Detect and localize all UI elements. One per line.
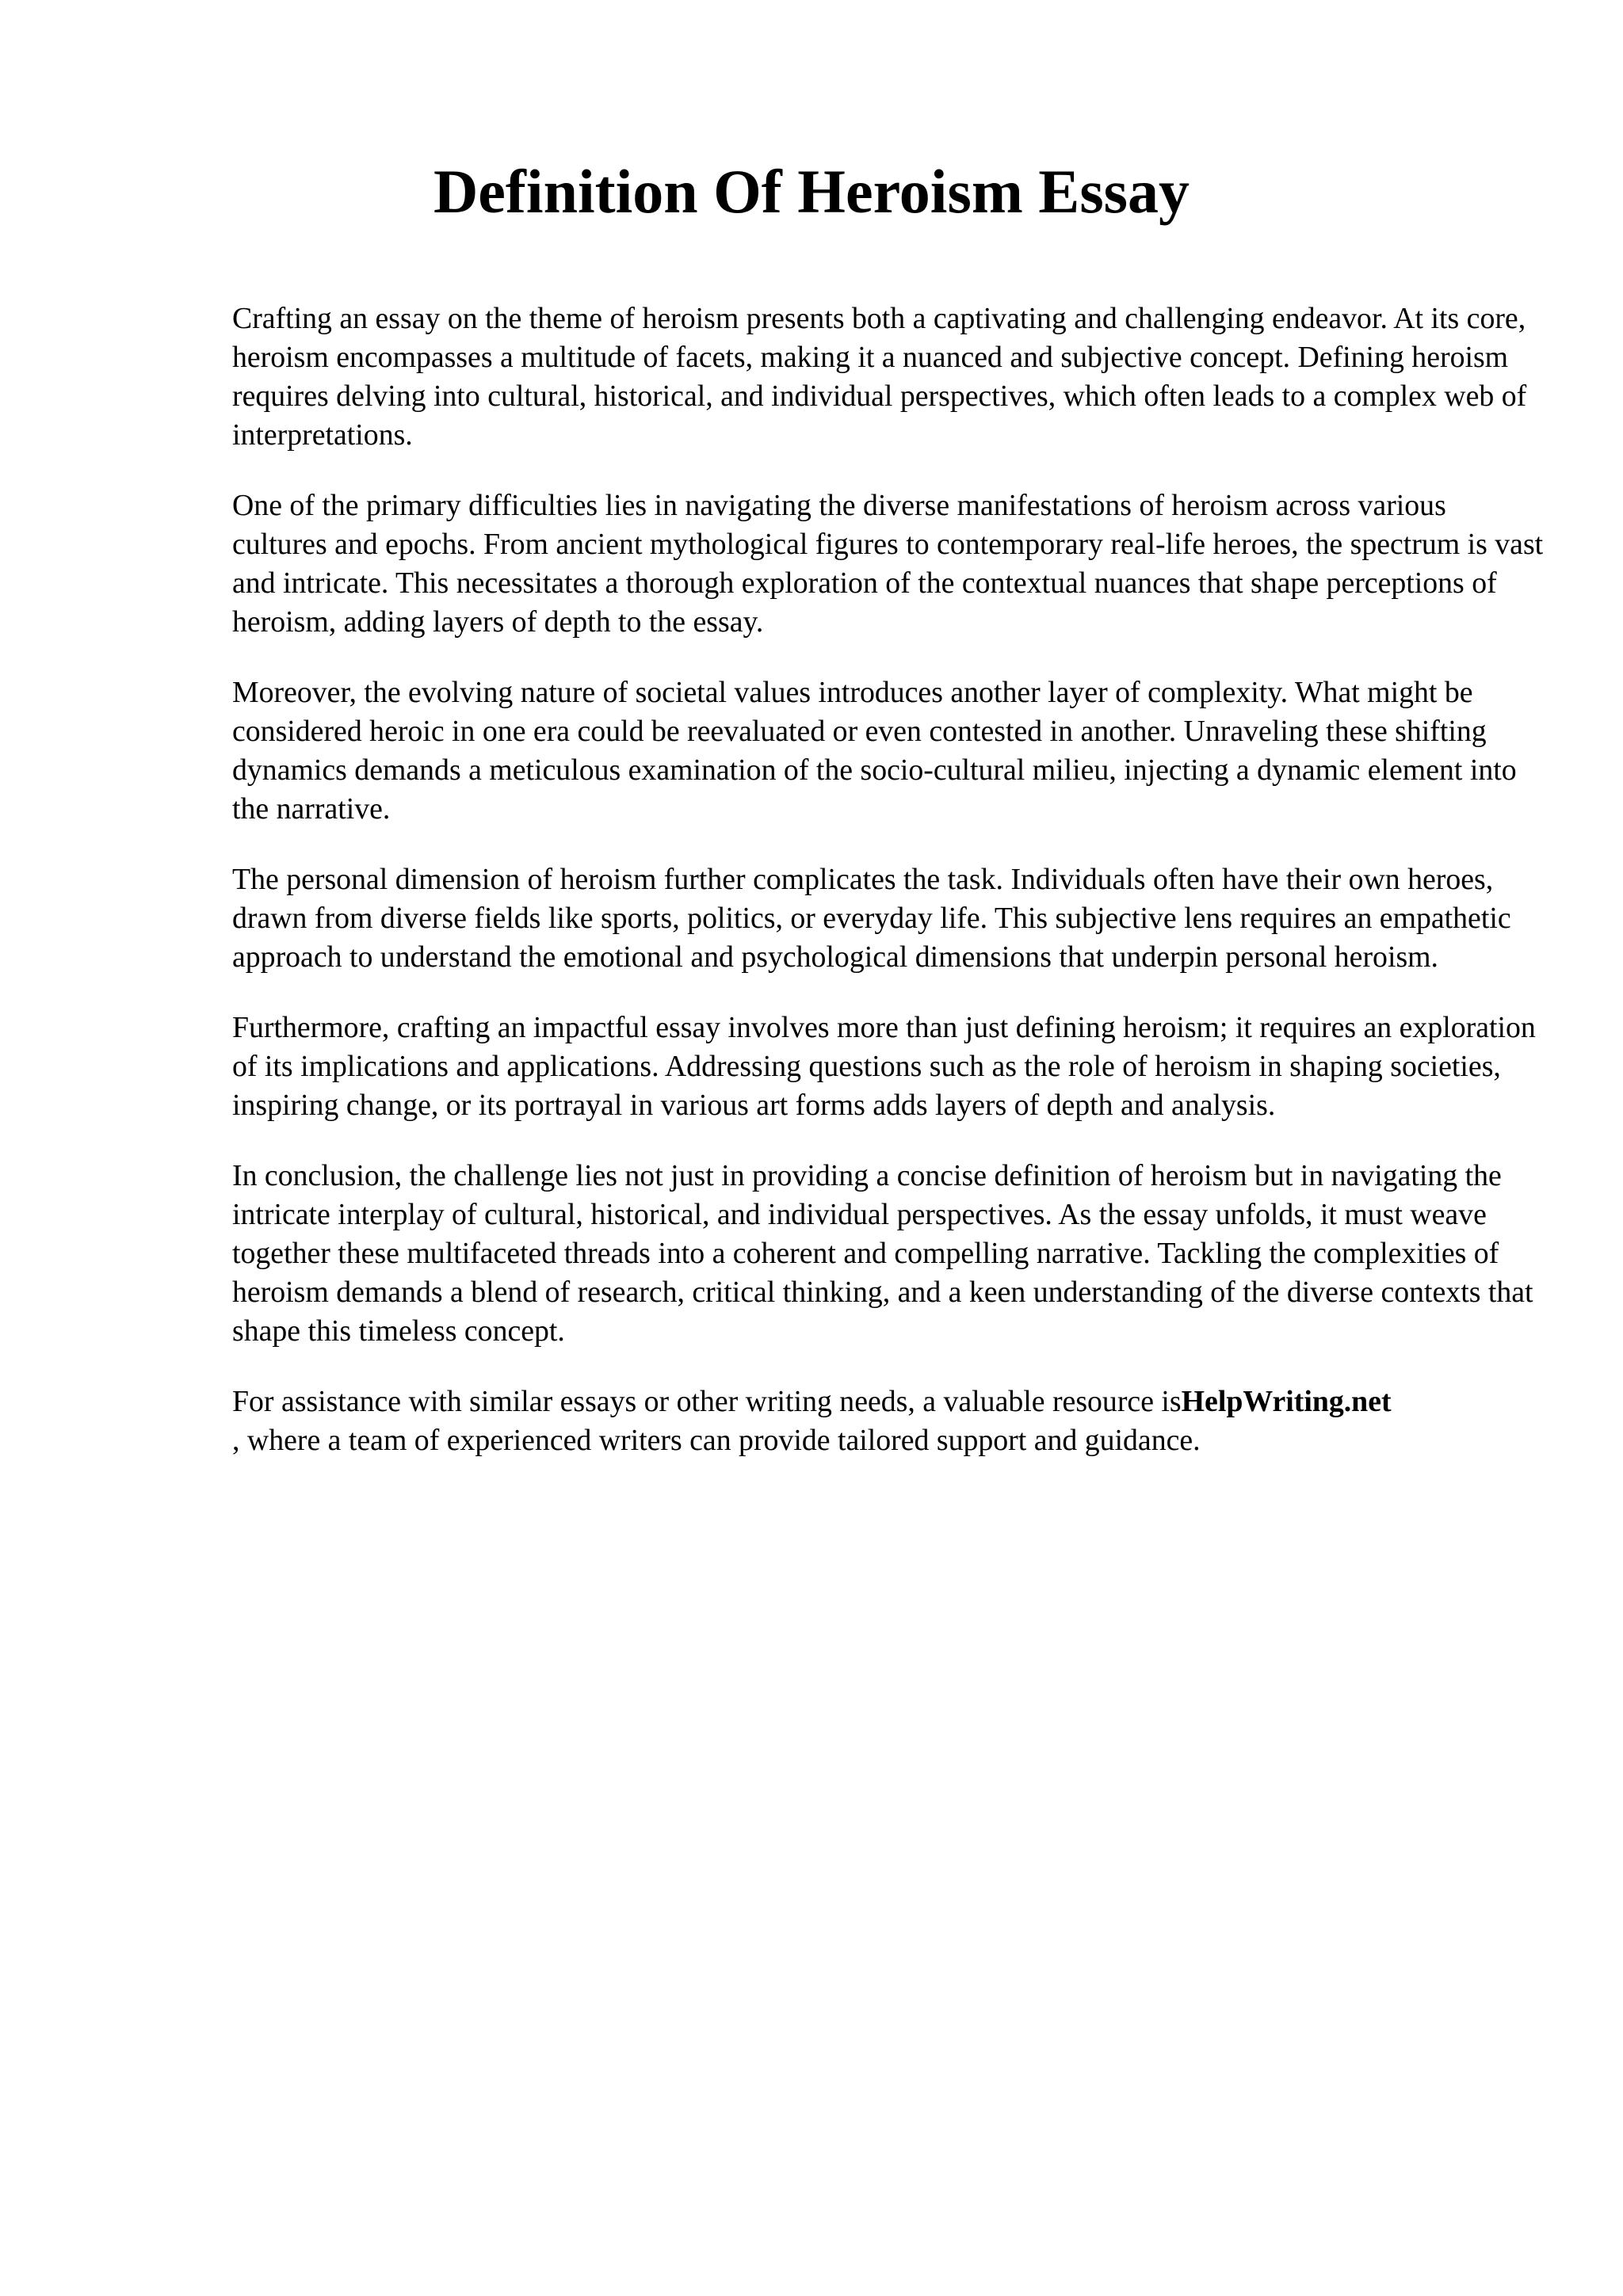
paragraph-3: Moreover, the evolving nature of societal values introduces another layer of complexity. What might be considered heroic in one era could be reevaluated or even contested in another. Unraveling these shifting dynamics demands a meticulous examination of the socio-cultural milieu, injecting a dynamic element into the narrative.: [232, 676, 1517, 826]
paragraph-6: In conclusion, the challenge lies not just in providing a concise definition of heroism but in navigating the intricate interplay of cultural, historical, and individual perspectives. As the essay unfolds, it must weave together these multifaceted threads into a coherent and compelling narrative. Tackling the complexities of heroism demands a blend of research, critical thinking, and a keen understanding of the diverse contexts that shape this timeless concept.: [232, 1159, 1533, 1348]
paragraph-2: One of the primary difficulties lies in navigating the diverse manifestations of heroism across various cultures and epochs. From ancient mythological figures to contemporary real-life heroes, the spectrum is vast and intricate. This necessitates a thorough exploration of the contextual nuances that shape perceptions of heroism, adding layers of depth to the essay.: [232, 489, 1544, 639]
closing-text-before: For assistance with similar essays or other writing needs, a valuable resource is: [232, 1385, 1182, 1418]
paragraph-5: Furthermore, crafting an impactful essay involves more than just defining heroism; it requires an exploration of its implications and applications. Addressing questions such as the role of heroism in shaping societies, inspiring change, or its portrayal in various art forms adds layers of depth and analysis.: [232, 1011, 1536, 1122]
paragraph-4: The personal dimension of heroism further complicates the task. Individuals often have their own heroes, drawn from diverse fields like sports, politics, or everyday life. This subjective lens requires an empathetic approach to understand the emotional and psychological dimensions that underpin personal heroism.: [232, 863, 1511, 974]
paragraph-1: Crafting an essay on the theme of heroism presents both a captivating and challenging endeavor. At its core, heroism encompasses a multitude of facets, making it a nuanced and subjective concept. Defining heroism requires delving into cultural, historical, and individual perspectives, which often leads to a complex web of interpretations.: [232, 302, 1527, 452]
closing-paragraph: [232, 1383, 1548, 1460]
document-title: Definition Of Heroism Essay: [433, 157, 1190, 226]
helpwriting-link[interactable]: HelpWriting.net: [1181, 1385, 1392, 1418]
closing-text-after: , where a team of experienced writers can provide tailored support and guidance.: [232, 1424, 1201, 1457]
document-body: [232, 299, 1548, 1492]
